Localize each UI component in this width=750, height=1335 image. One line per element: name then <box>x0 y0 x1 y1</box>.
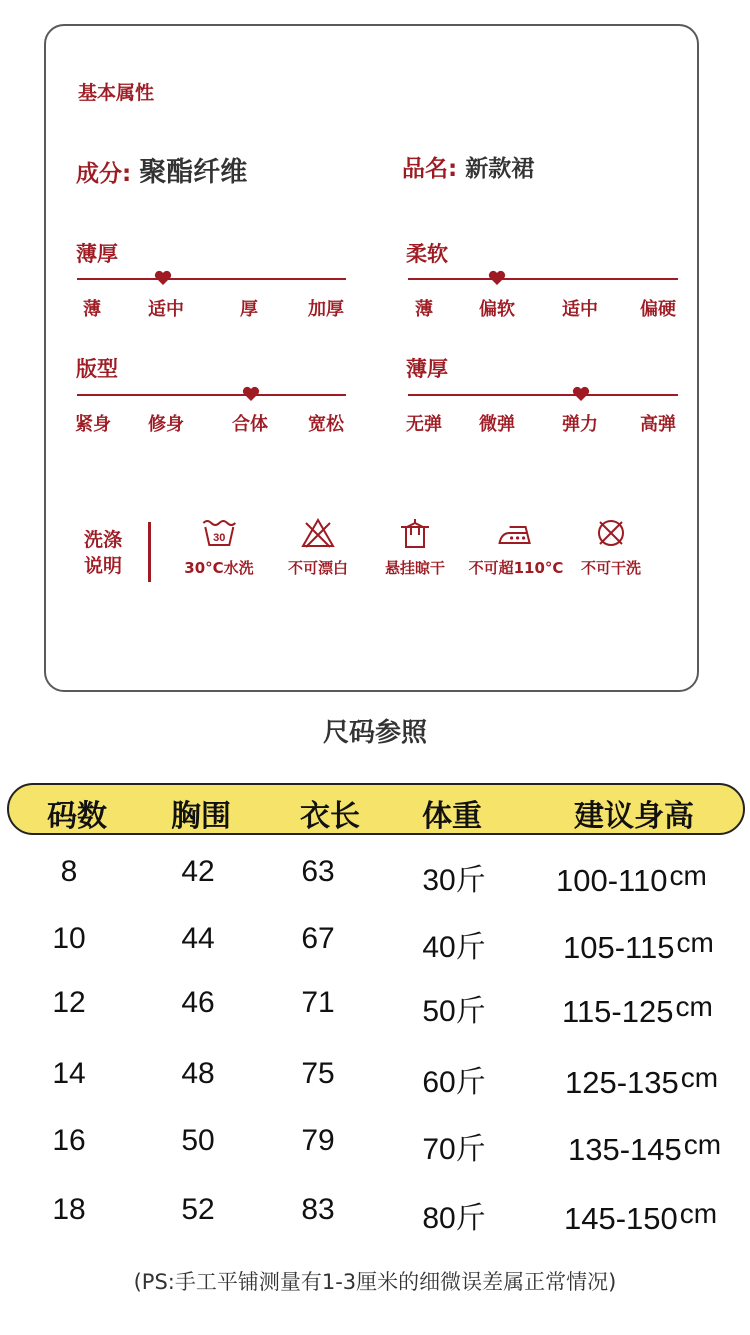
wash-label: 悬挂晾干 <box>384 559 446 577</box>
wash-30-icon <box>201 517 237 549</box>
height-unit: cm <box>679 1198 718 1229</box>
slider-thickness-track <box>77 278 346 280</box>
height-unit: cm <box>669 860 707 891</box>
height-unit: cm <box>680 1062 719 1093</box>
size-cell-length: 83 <box>301 1193 335 1226</box>
product-name-label: 品名: <box>402 156 458 182</box>
wash-label: 不可超110°C <box>468 559 564 577</box>
slider-fit-tick: 宽松 <box>308 414 344 435</box>
wash-label: 30°C水洗 <box>184 559 254 577</box>
height-range: 100-110 <box>556 863 668 898</box>
composition-row <box>76 150 247 189</box>
slider-elasticity-track <box>408 394 678 396</box>
size-cell-length: 67 <box>301 922 335 955</box>
size-cell-size: 10 <box>52 922 86 955</box>
composition-label: 成分: <box>76 161 132 187</box>
heart-marker-icon <box>572 386 590 402</box>
size-cell-weight: 30斤 <box>422 864 486 897</box>
size-cell-size: 18 <box>52 1193 86 1226</box>
slider-elasticity-title: 薄厚 <box>406 357 448 381</box>
slider-softness-tick: 偏软 <box>479 299 515 320</box>
size-cell-weight: 70斤 <box>422 1133 486 1166</box>
height-range: 105-115 <box>563 930 675 965</box>
heart-marker-icon <box>488 270 506 286</box>
wash-item <box>581 517 641 578</box>
slider-softness-title: 柔软 <box>406 242 448 266</box>
size-cell-length: 63 <box>301 855 335 888</box>
header-size: 码数 <box>47 799 107 834</box>
wash-title-line: 洗涤 <box>84 529 123 551</box>
slider-thickness-title: 薄厚 <box>76 242 118 266</box>
size-cell-height <box>564 1198 718 1237</box>
height-unit: cm <box>683 1129 722 1160</box>
size-cell-weight: 80斤 <box>422 1202 486 1235</box>
slider-softness-tick: 薄 <box>415 299 433 320</box>
wash-temp-text: 30 <box>212 532 226 544</box>
size-cell-height <box>563 927 714 966</box>
size-cell-chest: 46 <box>181 986 215 1019</box>
height-range: 145-150 <box>564 1201 678 1236</box>
header-chest: 胸围 <box>171 799 231 834</box>
slider-thickness-tick: 适中 <box>148 299 184 320</box>
size-cell-chest: 50 <box>181 1124 215 1157</box>
size-cell-size: 16 <box>52 1124 86 1157</box>
slider-fit-tick: 修身 <box>148 414 184 435</box>
size-cell-length: 79 <box>301 1124 335 1157</box>
heart-marker-icon <box>154 270 172 286</box>
slider-elasticity-tick: 微弹 <box>479 414 515 435</box>
size-cell-chest: 44 <box>181 922 215 955</box>
size-cell-chest: 48 <box>181 1057 215 1090</box>
product-name-value: 新款裙 <box>465 156 535 182</box>
size-cell-weight: 60斤 <box>422 1066 486 1099</box>
slider-softness-track <box>408 278 678 280</box>
product-name-row <box>402 150 534 183</box>
measurement-note: (PS:手工平铺测量有1-3厘米的细微误差属正常情况) <box>133 1270 617 1294</box>
slider-elasticity-tick: 弹力 <box>562 414 598 435</box>
slider-fit-tick: 紧身 <box>75 414 111 435</box>
no-bleach-icon <box>300 517 336 549</box>
iron-icon <box>496 517 536 549</box>
slider-fit-title: 版型 <box>76 357 118 381</box>
composition-value: 聚酯纤维 <box>139 157 248 188</box>
header-length: 衣长 <box>300 799 360 834</box>
size-cell-chest: 52 <box>181 1193 215 1226</box>
wash-label: 不可干洗 <box>580 559 642 577</box>
hang-dry-icon <box>397 517 433 549</box>
header-weight: 体重 <box>422 799 482 834</box>
height-range: 125-135 <box>565 1065 679 1100</box>
header-height: 建议身高 <box>574 799 694 834</box>
slider-softness-tick: 适中 <box>562 299 598 320</box>
slider-elasticity-tick: 无弹 <box>406 414 442 435</box>
size-cell-length: 71 <box>301 986 335 1019</box>
slider-fit-tick: 合体 <box>232 414 268 435</box>
attribute-card <box>44 24 699 692</box>
slider-fit-track <box>77 394 346 396</box>
slider-thickness-tick: 厚 <box>240 299 258 320</box>
height-unit: cm <box>675 991 713 1022</box>
wash-title <box>84 527 122 579</box>
height-range: 115-125 <box>562 994 674 1029</box>
wash-item <box>469 517 564 578</box>
wash-item <box>288 517 348 578</box>
size-cell-size: 8 <box>60 855 78 888</box>
size-cell-height <box>562 991 713 1030</box>
size-cell-height <box>556 860 707 899</box>
slider-elasticity-tick: 高弹 <box>640 414 676 435</box>
wash-title-line: 说明 <box>84 555 123 577</box>
size-cell-length: 75 <box>301 1057 335 1090</box>
size-cell-weight: 50斤 <box>422 995 486 1028</box>
height-range: 135-145 <box>568 1132 682 1167</box>
size-cell-weight: 40斤 <box>422 931 486 964</box>
size-cell-size: 14 <box>52 1057 86 1090</box>
heart-marker-icon <box>242 386 260 402</box>
size-cell-height <box>568 1129 722 1168</box>
no-dry-clean-icon <box>593 517 629 549</box>
slider-softness-tick: 偏硬 <box>640 299 676 320</box>
size-cell-height <box>565 1062 719 1101</box>
height-unit: cm <box>676 927 714 958</box>
slider-thickness-tick: 薄 <box>83 299 101 320</box>
size-chart-title: 尺码参照 <box>322 718 427 748</box>
wash-label: 不可漂白 <box>287 559 349 577</box>
size-cell-chest: 42 <box>181 855 215 888</box>
section-title: 基本属性 <box>78 82 155 104</box>
wash-divider <box>148 522 151 582</box>
wash-item <box>184 517 253 578</box>
wash-item <box>385 517 445 578</box>
slider-thickness-tick: 加厚 <box>308 299 344 320</box>
size-cell-size: 12 <box>52 986 86 1019</box>
